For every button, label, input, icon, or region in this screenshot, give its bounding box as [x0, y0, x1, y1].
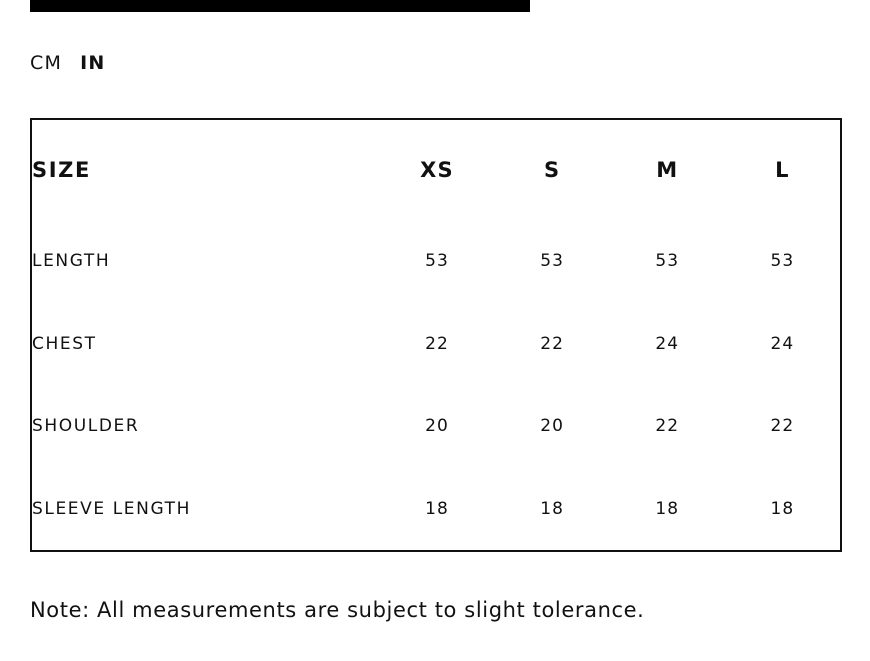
- cell-length-l: 53: [770, 251, 795, 272]
- header-xs: XS: [420, 158, 454, 182]
- table-header: [32, 120, 840, 220]
- row-label-length: LENGTH: [32, 251, 111, 272]
- cell-length-s: 53: [540, 251, 565, 272]
- cell-shoulder-s: 20: [540, 416, 565, 437]
- cell-chest-m: 24: [655, 333, 680, 354]
- cell-sleeve-length-xs: 18: [425, 498, 449, 519]
- cell-length-m: 53: [655, 251, 680, 272]
- unit-toggle[interactable]: [30, 52, 105, 74]
- cell-length-xs: 53: [425, 251, 449, 272]
- table-row: [32, 385, 840, 468]
- table-header-row: [32, 120, 840, 220]
- row-label-chest: CHEST: [32, 333, 97, 354]
- table-row: [32, 303, 840, 386]
- table-row: [32, 468, 840, 551]
- cell-chest-xs: 22: [425, 333, 449, 354]
- header-m: M: [656, 158, 679, 182]
- cell-chest-l: 24: [770, 333, 795, 354]
- cell-shoulder-xs: 20: [425, 416, 449, 437]
- table-body: [32, 220, 840, 550]
- size-table: [32, 120, 840, 550]
- cell-sleeve-length-s: 18: [540, 498, 565, 519]
- unit-option-in[interactable]: IN: [80, 52, 106, 74]
- header-l: L: [775, 158, 790, 182]
- cell-shoulder-m: 22: [655, 416, 680, 437]
- tolerance-note: Note: All measurements are subject to slight tolerance.: [30, 598, 645, 622]
- table-row: [32, 220, 840, 303]
- cell-sleeve-length-m: 18: [655, 498, 680, 519]
- top-black-bar: [30, 0, 530, 12]
- row-label-sleeve-length: SLEEVE LENGTH: [32, 498, 191, 519]
- cell-shoulder-l: 22: [770, 416, 795, 437]
- header-s: S: [543, 158, 561, 182]
- header-size: SIZE: [32, 158, 91, 182]
- size-table-container: [30, 118, 842, 552]
- cell-chest-s: 22: [540, 333, 565, 354]
- unit-option-cm[interactable]: CM: [30, 52, 63, 74]
- row-label-shoulder: SHOULDER: [32, 416, 140, 437]
- cell-sleeve-length-l: 18: [770, 498, 795, 519]
